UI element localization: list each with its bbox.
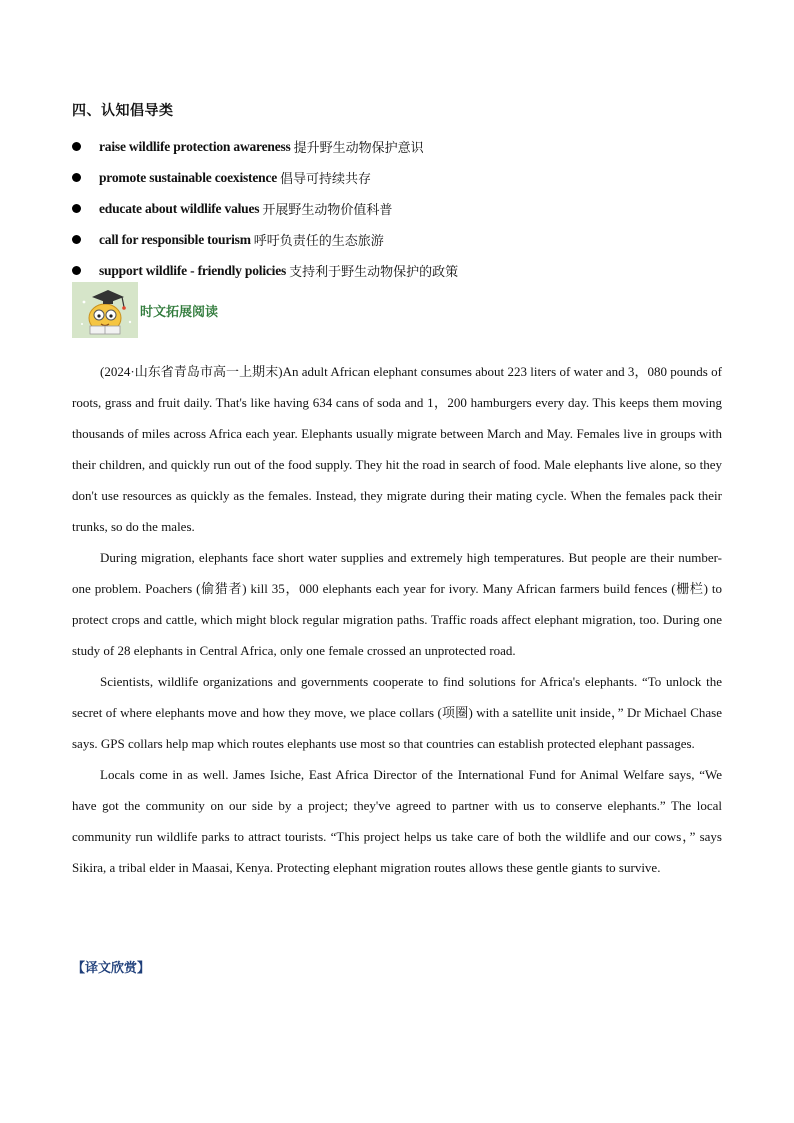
reading-banner [72, 282, 218, 338]
advocacy-list [72, 131, 732, 286]
section-heading: 四、认知倡导类 [72, 104, 174, 119]
list-item [72, 131, 732, 162]
list-item [72, 193, 732, 224]
item-english: call for responsible tourism [99, 231, 251, 247]
list-item [72, 162, 732, 193]
item-english: raise wildlife protection awareness [99, 138, 291, 154]
graduate-mascot-icon [72, 282, 138, 338]
item-chinese: 提升野生动物保护意识 [293, 141, 424, 156]
bullet-icon [72, 142, 81, 151]
bullet-icon [72, 266, 81, 275]
article-paragraph: Scientists, wildlife organizations and governments cooperate to find solutions for Africa's elephants. “To unlock the secret of where elephants move and how they move, we place collars (项圈) with a satellite unit inside，” Dr Michael Chase says. GPS collars help map which routes elephants use most so that countries can establish protected elephant passages. [72, 674, 722, 751]
item-chinese: 支持利于野生动物保护的政策 [289, 265, 459, 280]
reading-section-title: 时文拓展阅读 [140, 304, 219, 320]
item-english: support wildlife - friendly policies [99, 262, 287, 278]
article-paragraph: (2024·山东省青岛市高一上期末)An adult African elephant consumes about 223 liters of water and 3，080 pounds of roots, grass and fruit daily. That's like having 634 cans of soda and 1，200 hamburgers every day. This keeps them moving thousands of miles across Africa each year. Elephants usually migrate between March and May. Females live in groups with their children, and quickly run out of the food supply. They hit the road in search of food. Male elephants live alone, so they don't use resources as quickly as the females. Instead, they migrate during their mating cycle. When the females pack their trunks, so do the males. [72, 364, 722, 534]
bullet-icon [72, 235, 81, 244]
item-english: promote sustainable coexistence [99, 169, 278, 185]
item-chinese: 倡导可持续共存 [280, 172, 372, 187]
list-item [72, 224, 732, 255]
translation-appreciation-heading: 【译文欣赏】 [72, 961, 151, 976]
bullet-icon [72, 204, 81, 213]
reading-article [72, 356, 722, 883]
article-paragraph: During migration, elephants face short water supplies and extremely high temperatures. But people are their number- one problem. Poachers (偷猎者) kill 35，000 elephants each year for ivory. Many African farmers build fences (栅栏) to protect crops and cattle, which might block regular migration paths. Traffic roads affect elephant migration, too. During one study of 28 elephants in Central Africa, only one female crossed an unprotected road. [72, 550, 722, 658]
article-paragraph: Locals come in as well. James Isiche, East Africa Director of the International Fund for Animal Welfare says, “We have got the community on our side by a project; they've agreed to partner with us to conserve elephants.” The local community run wildlife parks to attract tourists. “This project helps us take care of both the wildlife and our cows，” says Sikira, a tribal elder in Maasai, Kenya. Protecting elephant migration routes allows these gentle giants to survive. [72, 767, 722, 875]
item-english: educate about wildlife values [99, 200, 260, 216]
bullet-icon [72, 173, 81, 182]
item-chinese: 呼吁负责任的生态旅游 [253, 234, 384, 249]
item-chinese: 开展野生动物价值科普 [262, 203, 393, 218]
